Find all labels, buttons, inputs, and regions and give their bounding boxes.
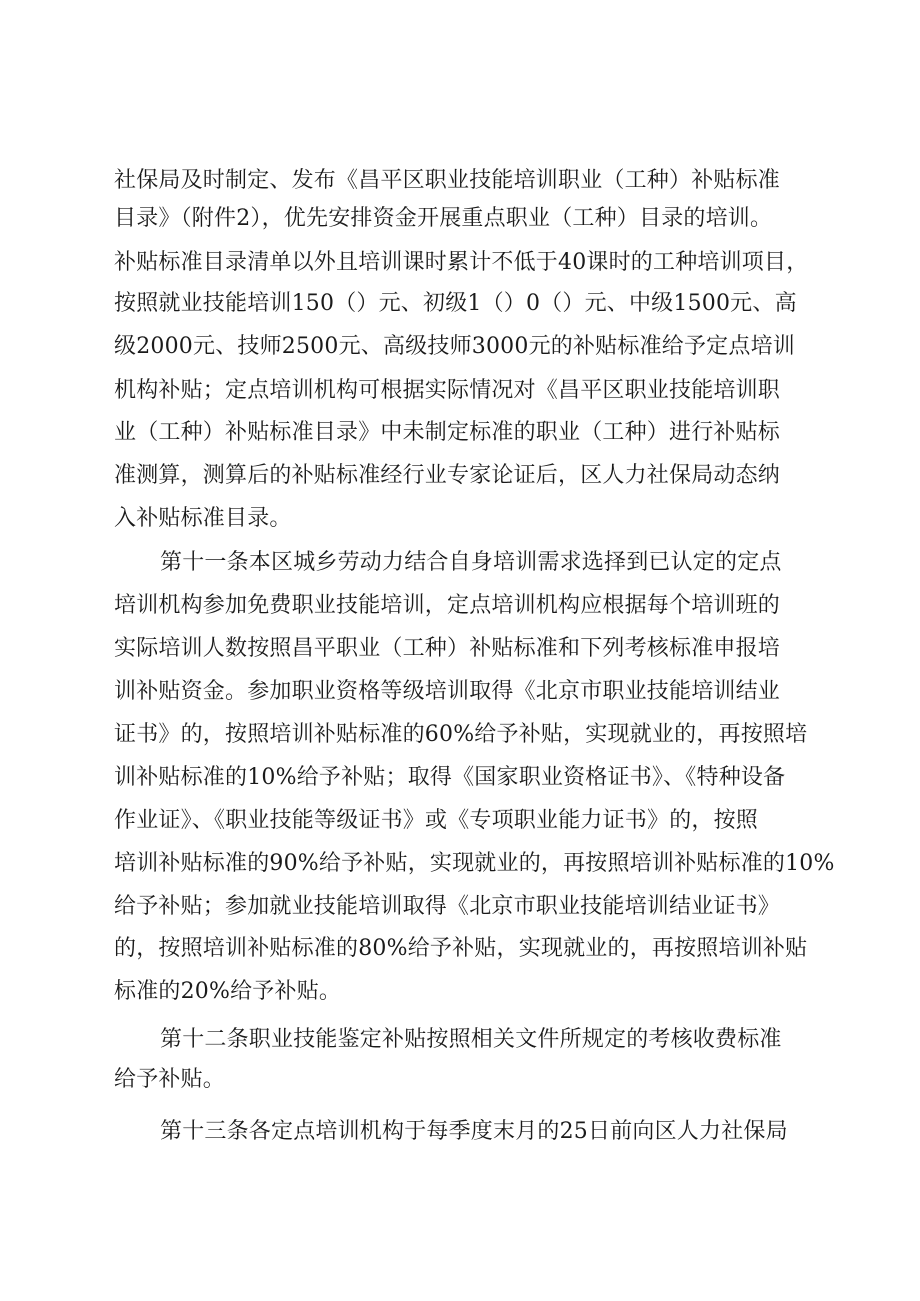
text-line: 机构补贴；定点培训机构可根据实际情况对《昌平区职业技能培训职	[114, 378, 781, 403]
text-line: 给予补贴；参加就业技能培训取得《北京市职业技能培训结业证书》	[114, 894, 781, 919]
text-line: 培训机构参加免费职业技能培训，定点培训机构应根据每个培训班的	[114, 593, 781, 618]
text-line: 准测算，测算后的补贴标准经行业专家论证后，区人力社保局动态纳	[114, 463, 781, 488]
text-line: 作业证》、《职业技能等级证书》或《专项职业能力证书》的，按照	[114, 808, 759, 833]
text-line: 入补贴标准目录。	[114, 506, 292, 531]
text-line: 训补贴标准的10%给予补贴；取得《国家职业资格证书》、《特种设备	[114, 765, 786, 790]
text-line: 标准的20%给予补贴。	[114, 979, 342, 1004]
text-line: 的，按照培训补贴标准的80%给予补贴，实现就业的，再按照培训补贴	[114, 936, 808, 961]
text-line: 给予补贴。	[114, 1067, 226, 1092]
text-line: 证书》的，按照培训补贴标准的60%给予补贴，实现就业的，再按照培	[114, 722, 808, 747]
text-line: 补贴标准目录清单以外且培训课时累计不低于40课时的工种培训项目，	[114, 250, 809, 275]
text-line: 训补贴资金。参加职业资格等级培训取得《北京市职业技能培训结业	[114, 679, 781, 704]
text-line: 目录》（附件2），优先安排资金开展重点职业（工种）目录的培训。	[114, 206, 773, 231]
text-line: 社保局及时制定、发布《昌平区职业技能培训职业（工种）补贴标准	[114, 168, 781, 193]
text-line: 级2000元、技师2500元、高级技师3000元的补贴标准给予定点培训	[114, 334, 795, 359]
text-line: 实际培训人数按照昌平职业（工种）补贴标准和下列考核标准申报培	[114, 636, 781, 661]
text-line: 培训补贴标准的90%给予补贴，实现就业的，再按照培训补贴标准的10%	[114, 851, 835, 876]
paragraph-start-line: 第十二条职业技能鉴定补贴按照相关文件所规定的考核收费标准	[160, 1027, 782, 1052]
text-line: 按照就业技能培训150（）元、初级1（）0（）元、中级1500元、高	[114, 291, 797, 316]
paragraph-start-line: 第十一条本区城乡劳动力结合自身培训需求选择到已认定的定点	[160, 550, 782, 575]
text-line: 业（工种）补贴标准目录》中未制定标准的职业（工种）进行补贴标	[114, 420, 781, 445]
paragraph-start-line: 第十三条各定点培训机构于每季度末月的25日前向区人力社保局	[160, 1119, 788, 1144]
